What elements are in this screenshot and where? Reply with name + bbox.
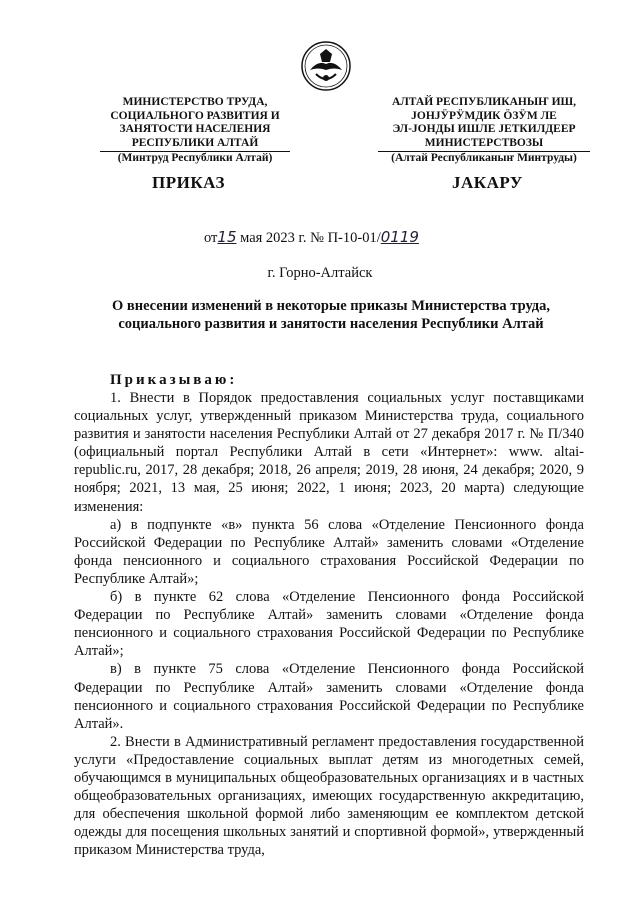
body-paragraph: 2. Внести в Административный регламент предоставления государственной услуги «Предоставление социальных выплат детям из многодетных семей, обучающимся в муниципальных общеобразовательных организациях и в частных общеобразовательных организациях, имеющих государственную аккредитацию, для обеспечения школьной формой либо заменяющим ее комплектом детской одежды для посещения школьных занятий и спортивной формой», утвержденный приказом Министерства труда, (74, 733, 584, 859)
handwritten-order-number: 0119 (380, 228, 419, 246)
header-left-line: МИНИСТЕРСТВО ТРУДА, (122, 96, 268, 108)
document-body (74, 389, 584, 859)
handwritten-day: 15 (217, 228, 237, 246)
header-left-line: СОЦИАЛЬНОГО РАЗВИТИЯ И (110, 109, 280, 122)
order-date-number (204, 228, 419, 247)
order-heading-altai: ЈАКАРУ (452, 173, 523, 192)
city-line: г. Горно-Алтайск (267, 265, 373, 281)
body-paragraph: 1. Внести в Порядок предоставления социальных услуг поставщиками социальных услуг, утвержденный приказом Министерства труда, социального развития и занятости населения Республики Алтай от 27 декабря 2017 г. № П/340 (официальный портал Республики Алтай в сети «Интернет»: www. altai-republic.ru, 2017, 28 декабря; 2018, 26 апреля; 2019, 28 июня, 24 декабря; 2020, 9 ноября; 2021, 13 мая, 25 июня; 2022, 1 июня; 2023, 20 марта) следующие изменения: (74, 390, 584, 515)
header-left-line: ЗАНЯТОСТИ НАСЕЛЕНИЯ (119, 123, 271, 135)
header-right-abbreviation: (Алтай Республиканыҥ Минтруды) (378, 151, 590, 166)
date-prefix: от (204, 230, 218, 246)
header-right-line: АЛТАЙ РЕСПУБЛИКАНЫҤ ИШ, (391, 96, 577, 108)
header-right-line: ЭЛ-ЈОНДЫ ИШЛЕ ЈЕТКИЛДЕЕР (392, 123, 576, 135)
body-paragraph: а) в подпункте «в» пункта 56 слова «Отделение Пенсионного фонда Российской Федерации по Республике Алтай» заменить словами «Отделение фонда пенсионного и социального страхования Российской Федерации по Республике Алтай»; (74, 516, 584, 587)
header-right-line: МИНИСТЕРСТВОЗЫ (424, 136, 544, 149)
header-right-line: ЈОНЈӰРӰМДИК ӦЗӰМ ЛЕ (411, 109, 557, 122)
coat-of-arms-emblem-icon (300, 40, 352, 92)
date-middle: мая 2023 г. № П-10-01/ (236, 230, 381, 246)
document-title: О внесении изменений в некоторые приказы Министерства труда, социального развития и занятости населения Республики Алтай (111, 298, 551, 332)
prikazyvayu-heading: Приказываю: (110, 372, 238, 388)
body-paragraph: в) в пункте 75 слова «Отделение Пенсионного фонда Российской Федерации по Республике Алтай» заменить словами «Отделение фонда пенсионного и социального страхования Российской Федерации по Республике Алтай». (74, 661, 584, 732)
order-heading-russian: ПРИКАЗ (152, 173, 225, 192)
ministry-header-altai (378, 96, 590, 166)
ministry-header-russian (100, 96, 290, 166)
header-left-abbreviation: (Минтруд Республики Алтай) (100, 151, 290, 166)
header-left-line: РЕСПУБЛИКИ АЛТАЙ (131, 136, 259, 149)
body-paragraph: б) в пункте 62 слова «Отделение Пенсионного фонда Российской Федерации по Республике Алтай» заменить словами «Отделение фонда пенсионного и социального страхования Российской Федерации по Республике Алтай»; (74, 589, 584, 660)
